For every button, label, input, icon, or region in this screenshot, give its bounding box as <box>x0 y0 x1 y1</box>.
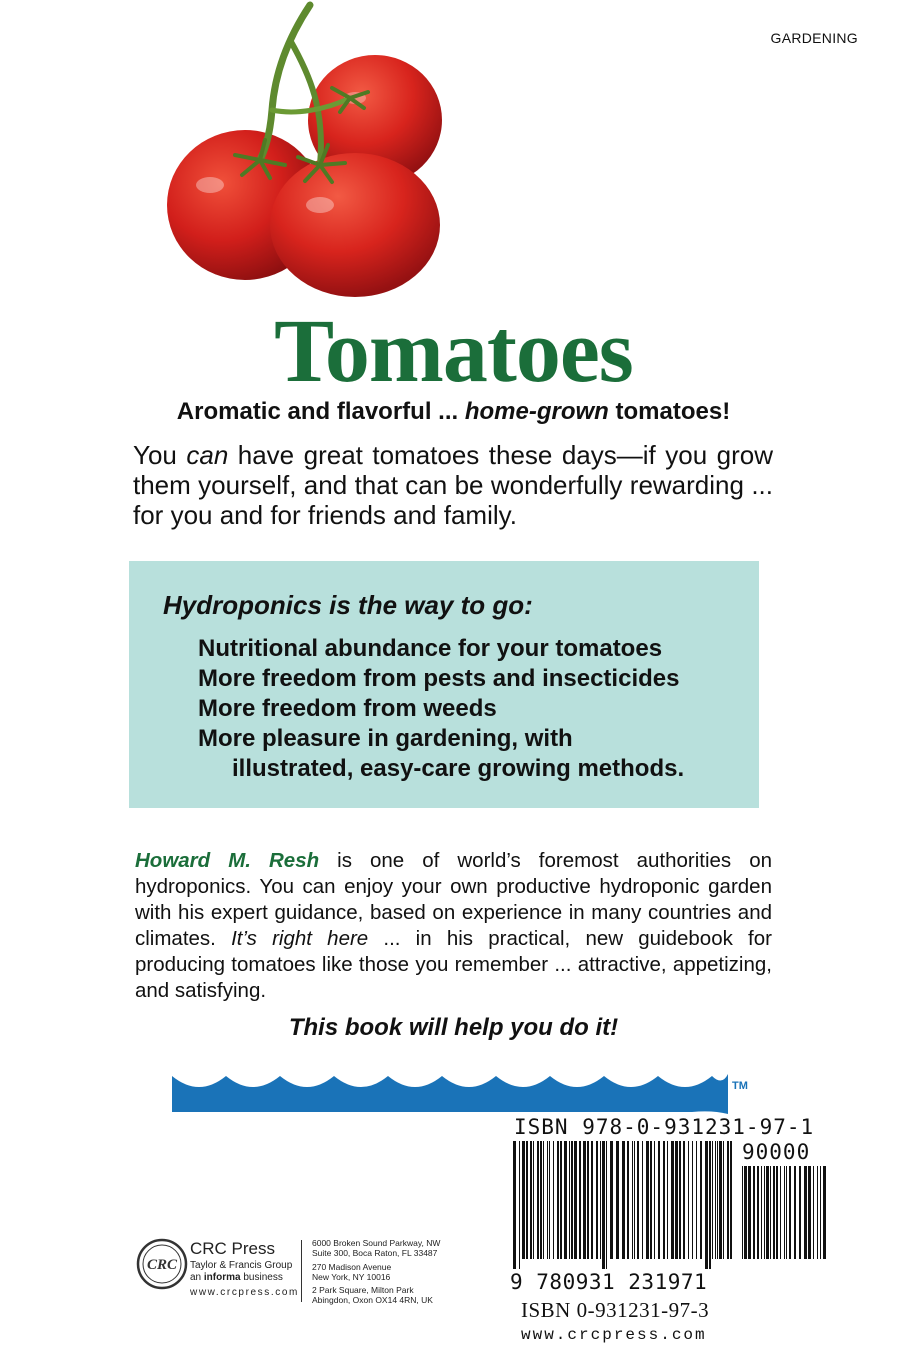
benefit-item: More freedom from weeds <box>198 695 497 722</box>
barcode-bar <box>622 1141 625 1259</box>
barcode-bar <box>650 1141 652 1259</box>
barcode-bar <box>569 1141 570 1259</box>
barcode-bar <box>587 1141 589 1259</box>
barcode-bar <box>789 1166 791 1259</box>
barcode-bar <box>820 1166 821 1259</box>
barcode-bar <box>513 1141 516 1269</box>
barcode-digits: 9 780931 231971 <box>510 1270 708 1294</box>
price-barcode <box>742 1166 826 1269</box>
author-emphasis: It’s right here <box>231 927 369 950</box>
address-new-york: 270 Madison Avenue New York, NY 10016 <box>312 1262 392 1282</box>
barcode-bar <box>564 1141 567 1259</box>
crc-logo-text: CRC <box>146 1257 178 1273</box>
barcode-bar <box>549 1141 550 1259</box>
address-uk: 2 Park Square, Milton Park Abingdon, Oxon OX14 4RN, UK <box>312 1285 433 1305</box>
barcode-bar <box>642 1141 643 1259</box>
barcode-bar <box>683 1141 685 1259</box>
barcode-bar <box>700 1141 702 1259</box>
barcode-bar <box>606 1141 607 1269</box>
barcode-bar <box>646 1141 649 1259</box>
category-label: GARDENING <box>770 30 858 46</box>
intro-part1: You <box>133 440 187 470</box>
tagline-part1: Aromatic and flavorful ... <box>176 398 465 425</box>
callout-heading: Hydroponics is the way to go: <box>163 590 533 620</box>
intro-part2: have great tomatoes these days—if you grow them yourself, and that can be wonderfully rewarding ... for you and for friends and family. <box>133 440 773 530</box>
barcode-bar <box>696 1141 697 1259</box>
barcode-bar <box>757 1166 759 1259</box>
crc-logo <box>135 1237 189 1291</box>
price-code: 90000 <box>742 1140 811 1164</box>
barcode-bar <box>571 1141 573 1259</box>
barcode-bar <box>610 1141 613 1259</box>
author-blurb <box>135 848 772 1004</box>
barcode-bar <box>574 1141 577 1259</box>
barcode-bar <box>596 1141 598 1259</box>
barcode-bar <box>744 1166 747 1259</box>
barcode-bar <box>823 1166 826 1259</box>
barcode-bar <box>583 1141 586 1259</box>
barcode-bar <box>522 1141 525 1259</box>
benefit-item: Nutritional abundance for your tomatoes <box>198 635 663 662</box>
barcode-bar <box>537 1141 539 1259</box>
author-text2: ... in his practical, new guidebook for producing tomatoes like those you remember ... attractive, appetizing, and satisfying. <box>135 927 772 1002</box>
barcode-bar <box>637 1141 639 1259</box>
barcode-bar <box>773 1166 775 1259</box>
website-url: www.crcpress.com <box>521 1326 707 1344</box>
barcode-bar <box>794 1166 796 1259</box>
barcode-bar <box>705 1141 708 1269</box>
intro-emphasis: can <box>186 440 229 470</box>
barcode-bar <box>679 1141 681 1259</box>
barcode-bar <box>547 1141 548 1259</box>
barcode-bar <box>671 1141 674 1259</box>
isbn13-label: ISBN 978-0-931231-97-1 <box>514 1115 815 1139</box>
benefit-item: More freedom from pests and insecticides <box>198 665 680 692</box>
barcode-bar <box>663 1141 665 1259</box>
barcode-bar <box>770 1166 771 1259</box>
barcode-bar <box>654 1141 655 1259</box>
barcode-bar <box>730 1141 732 1259</box>
barcode-bar <box>658 1141 660 1259</box>
barcode-bar <box>688 1141 689 1259</box>
wave-logo <box>172 1066 732 1118</box>
address-florida: 6000 Broken Sound Parkway, NW Suite 300, Boca Raton, FL 33487 <box>312 1238 441 1258</box>
barcode-bar <box>675 1141 678 1259</box>
barcode-bar <box>753 1166 755 1259</box>
barcode-bar <box>519 1141 520 1269</box>
tagline-emphasis: home-grown <box>464 398 609 425</box>
barcode-bar <box>717 1141 718 1259</box>
barcode-bar <box>817 1166 818 1259</box>
barcode-bar <box>776 1166 778 1259</box>
barcode-bar <box>764 1166 765 1259</box>
barcode-bar <box>616 1141 619 1259</box>
address-divider <box>301 1240 302 1302</box>
barcode-bar <box>784 1166 785 1259</box>
barcode-bar <box>627 1141 629 1259</box>
barcode-bar <box>530 1141 532 1259</box>
barcode-bar <box>557 1141 559 1259</box>
barcode-bar <box>742 1166 743 1259</box>
barcode-bar <box>786 1166 787 1259</box>
barcode-bar <box>579 1141 581 1259</box>
book-title: Tomatoes <box>274 302 633 401</box>
barcode-bar <box>602 1141 605 1269</box>
benefit-item: More pleasure in gardening, with <box>198 725 573 752</box>
intro-paragraph <box>133 440 773 530</box>
barcode-bar <box>748 1166 751 1259</box>
barcode-bar <box>709 1141 711 1269</box>
barcode-bar <box>766 1166 769 1259</box>
barcode-bar <box>813 1166 814 1259</box>
author-name: Howard M. Resh <box>135 849 320 872</box>
barcode-bar <box>526 1141 528 1259</box>
benefit-item: illustrated, easy-care growing methods. <box>232 755 685 782</box>
barcode-bar <box>799 1166 801 1259</box>
publisher-name: CRC Press <box>190 1239 276 1258</box>
barcode-bar <box>591 1141 593 1259</box>
barcode-bar <box>632 1141 633 1259</box>
barcode-bar <box>715 1141 716 1259</box>
closing-line: This book will help you do it! <box>288 1014 619 1041</box>
barcode-bar <box>808 1166 811 1259</box>
trademark: TM <box>732 1080 748 1092</box>
barcode-bar <box>804 1166 807 1259</box>
barcode-bar <box>667 1141 668 1259</box>
tagline <box>0 398 907 426</box>
publisher-affiliation: an informa business <box>190 1272 283 1283</box>
barcode-bar <box>634 1141 635 1259</box>
barcode-bar <box>553 1141 554 1259</box>
publisher-group: Taylor & Francis Group <box>190 1260 293 1271</box>
barcode-bar <box>719 1141 722 1259</box>
barcode-bar <box>560 1141 562 1259</box>
barcode-bar <box>723 1141 724 1259</box>
barcode-bar <box>780 1166 781 1259</box>
barcode-bar <box>692 1141 693 1259</box>
barcode-bar <box>533 1141 534 1259</box>
publisher-sub <box>190 1260 292 1284</box>
author-text1: is one of world’s foremost authorities on hydroponics. You can enjoy your own productive hydroponic garden with his expert guidance, based on experience in many countries and climates. <box>135 849 773 950</box>
barcode-bar <box>540 1141 542 1259</box>
tagline-part2: tomatoes! <box>608 398 731 425</box>
barcode-bar <box>543 1141 544 1259</box>
barcode-bar <box>727 1141 729 1259</box>
isbn10-label: ISBN 0-931231-97-3 <box>521 1298 710 1322</box>
publisher-url: www.crcpress.com <box>190 1287 299 1298</box>
barcode-bar <box>712 1141 713 1259</box>
barcode-bar <box>600 1141 601 1259</box>
tomatoes-illustration <box>160 0 450 300</box>
isbn-barcode <box>513 1141 733 1269</box>
barcode-bar <box>761 1166 762 1259</box>
